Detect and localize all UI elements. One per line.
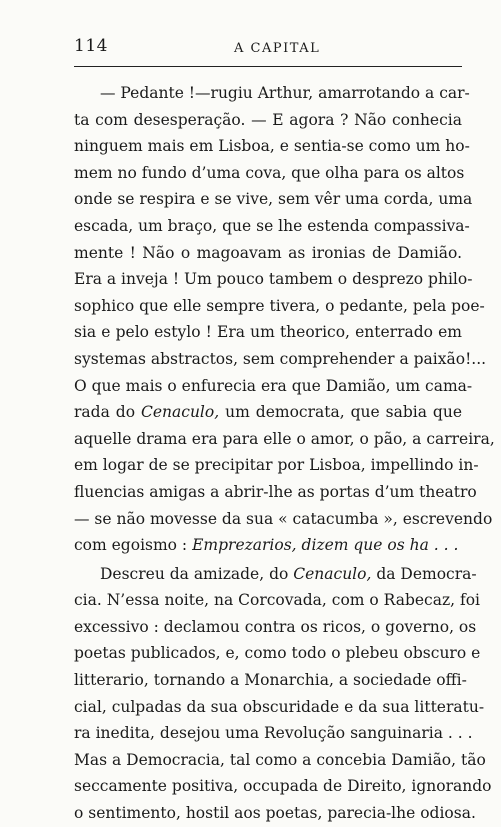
text-line xyxy=(74,640,481,667)
text-line xyxy=(74,479,477,506)
text-segment: sophico que elle sempre tivera, o pedante, pela poe- xyxy=(74,296,485,315)
text-line xyxy=(74,561,477,588)
text-line xyxy=(74,107,462,134)
text-segment: em logar de se precipitar por Lisboa, impellindo in- xyxy=(74,456,479,475)
text-line xyxy=(74,747,486,774)
text-segment: mente ! Não o magoavam as ironias de Damião. xyxy=(74,243,462,262)
text-line xyxy=(74,532,462,559)
text-line xyxy=(74,266,473,293)
text-line xyxy=(74,213,470,240)
text-segment: excessivo : declamou contra os ricos, o governo, os xyxy=(74,617,477,636)
italic-text: Cenaculo, xyxy=(293,564,372,583)
text-line xyxy=(74,667,467,694)
text-line xyxy=(74,426,495,453)
text-line xyxy=(74,240,462,267)
text-segment: fluencias amigas a abrir-lhe as portas d’um theatro xyxy=(74,482,477,501)
text-segment: seccamente positiva, occupada de Direito, ignorando xyxy=(74,777,492,796)
text-line xyxy=(74,80,470,107)
page-number: 114 xyxy=(74,36,108,56)
text-segment: um democrata, que sabia que xyxy=(219,403,463,422)
paragraph xyxy=(74,561,492,827)
text-line xyxy=(74,587,481,614)
text-line xyxy=(74,319,462,346)
text-line xyxy=(74,773,492,800)
italic-text: Emprezarios, dizem que os ha . . . xyxy=(192,536,459,555)
text-line xyxy=(74,373,473,400)
text-segment: ta com desesperação. — E agora ? Não conhecia xyxy=(74,110,462,129)
text-segment: cial, culpadas da sua obscuridade e da sua litteratu- xyxy=(74,697,485,716)
text-segment: Descreu da amizade, do xyxy=(100,564,294,583)
paragraph xyxy=(74,80,495,559)
text-line xyxy=(74,694,485,721)
running-title: A CAPITAL xyxy=(234,41,321,56)
text-segment: sia e pelo estylo ! Era um theorico, enterrado em xyxy=(74,323,462,342)
text-segment: cia. N’essa noite, na Corcovada, com o Rabecaz, foi xyxy=(74,591,481,610)
text-line xyxy=(74,452,479,479)
text-line xyxy=(74,133,470,160)
text-segment: da Democra- xyxy=(371,564,477,583)
text-segment: Mas a Democracia, tal como a concebia Damião, tão xyxy=(74,750,486,769)
body-text xyxy=(74,80,495,827)
text-line xyxy=(74,800,476,827)
text-segment: — Pedante !—rugiu Arthur, amarrotando a car- xyxy=(100,84,470,102)
text-segment: — se não movesse da sua « catacumba », escrevendo xyxy=(74,509,493,528)
text-segment: mem no fundo d’uma cova, que olha para os altos xyxy=(74,163,465,182)
text-segment: litterario, tornando a Monarchia, a sociedade offi- xyxy=(74,671,467,690)
text-segment: ninguem mais em Lisboa, e sentia-se como um ho- xyxy=(74,137,470,156)
text-line xyxy=(74,399,462,426)
italic-text: Cenaculo, xyxy=(141,403,220,422)
text-segment: com egoismo : xyxy=(74,536,193,555)
text-segment: aquelle drama era para elle o amor, o pão, a carreira, xyxy=(74,429,495,448)
text-segment: rada do xyxy=(74,403,142,422)
text-segment: systemas abstractos, sem comprehender a paixão!... xyxy=(74,349,487,368)
text-segment: escada, um braço, que se lhe estenda compassiva- xyxy=(74,216,470,235)
page-header xyxy=(74,32,462,67)
text-line xyxy=(74,506,493,533)
text-segment: O que mais o enfurecia era que Damião, um cama- xyxy=(74,376,473,395)
text-line xyxy=(74,720,473,747)
text-line xyxy=(74,160,465,187)
text-line xyxy=(74,293,485,320)
text-segment: Era a inveja ! Um pouco tambem o desprezo philo- xyxy=(74,270,473,289)
text-segment: o sentimento, hostil aos poetas, parecia-lhe odiosa. xyxy=(74,804,476,823)
text-line xyxy=(74,614,477,641)
text-segment: poetas publicados, e, como todo o plebeu obscuro e xyxy=(74,644,481,663)
text-segment: onde se respira e se vive, sem vêr uma corda, uma xyxy=(74,190,473,209)
text-segment: ra inedita, desejou uma Revolução sanguinaria . . . xyxy=(74,724,473,743)
text-line xyxy=(74,346,487,373)
text-line xyxy=(74,186,473,213)
